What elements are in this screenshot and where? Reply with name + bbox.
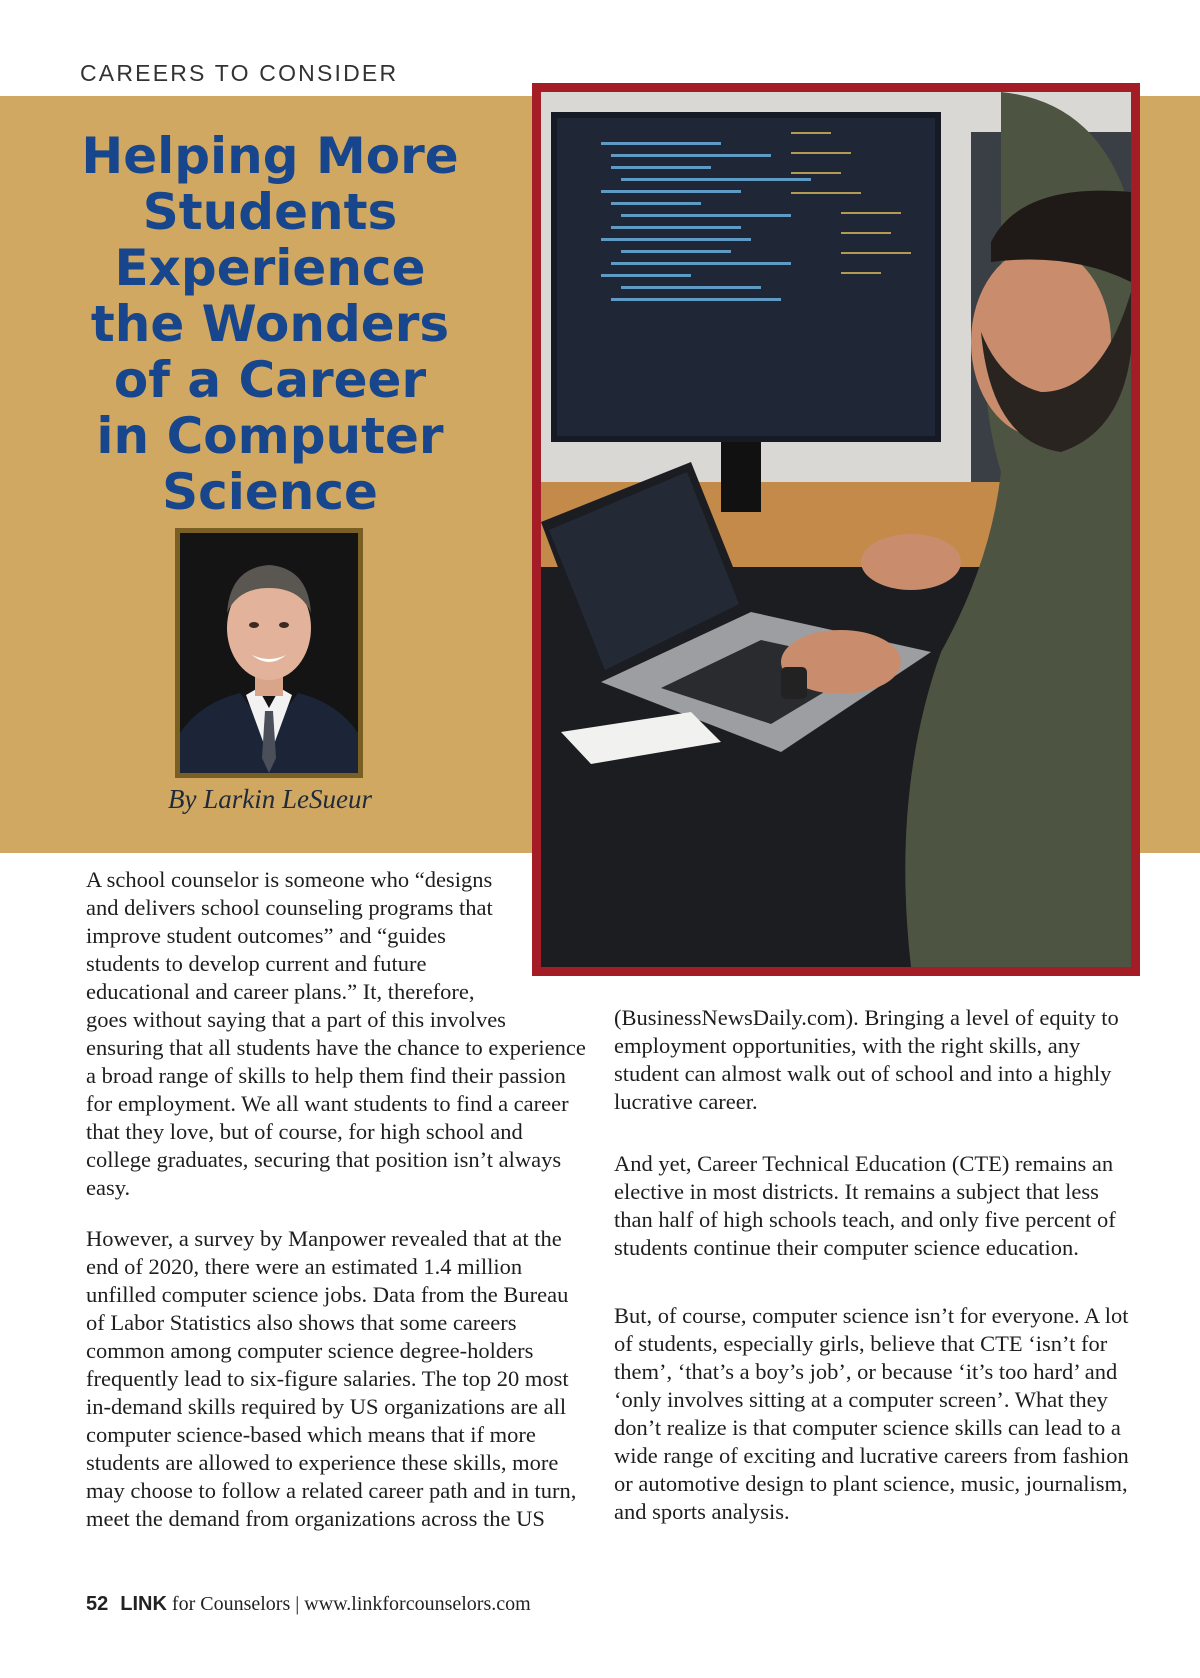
- hero-photo-frame: [532, 83, 1140, 976]
- headline-line: Students: [142, 183, 398, 241]
- headline-line: of a Career: [113, 351, 427, 409]
- headline-line: Experience: [114, 239, 426, 297]
- article-paragraph: However, a survey by Manpower revealed that at the end of 2020, there were an estimated 1.4 million unfilled computer science jobs. Data from the Bureau of Labor Statistics also shows that some careers common among computer science degree-holders frequently lead to six-figure salaries. The top 20 most in-demand skills required by US organizations are all computer science-based which means that if more students are allowed to experience these skills, more may choose to follow a related career path and in turn, meet the demand from organizations across the US: [86, 1226, 577, 1531]
- footer-brand: LINK: [120, 1593, 167, 1615]
- article-column-right: [614, 1004, 1134, 1526]
- author-photo-frame: [175, 528, 363, 778]
- author-headshot-photo: [180, 533, 358, 773]
- article-paragraph: goes without saying that a part of this involves ensuring that all students have the chance to experience a broad range of skills to help them find their passion for employment. We all want students to find a career that they love, but of course, for high school and college graduates, securing that position isn’t always easy.: [86, 1007, 586, 1200]
- article-paragraph: (BusinessNewsDaily.com). Bringing a level of equity to employment opportunities, with the right skills, any student can almost walk out of school and into a highly lucrative career.: [614, 1005, 1119, 1114]
- headline-line: in Computer: [96, 407, 444, 465]
- article-paragraph: A school counselor is someone who “designs and delivers school counseling programs that improve student outcomes” and “guides students to develop current and future educational and career plans.” It, therefore,: [86, 867, 493, 1004]
- article-headline: [60, 128, 480, 520]
- article-column-left-bottom: [86, 1225, 588, 1533]
- headline-line: Science: [162, 463, 378, 521]
- headline-line: the Wonders: [90, 295, 450, 353]
- page-footer: [86, 1593, 531, 1616]
- article-column-left-top: [86, 866, 516, 1006]
- footer-text: for Counselors | www.linkforcounselors.com: [166, 1593, 531, 1615]
- headline-line: Helping More: [81, 127, 459, 185]
- article-column-left-wide: [86, 1006, 588, 1202]
- programmer-at-computer-photo: [541, 92, 1131, 967]
- author-byline: By Larkin LeSueur: [168, 784, 372, 814]
- page-number: 52: [86, 1593, 109, 1615]
- article-paragraph: And yet, Career Technical Education (CTE) remains an elective in most districts. It remains a subject that less than half of high schools teach, and only five percent of students continue their computer science education.: [614, 1151, 1116, 1260]
- section-label: CAREERS TO CONSIDER: [80, 60, 399, 86]
- article-paragraph: But, of course, computer science isn’t for everyone. A lot of students, especially girls, believe that CTE ‘isn’t for them’, ‘that’s a boy’s job’, or because ‘it’s too hard’ and ‘only involves sitting at a computer screen’. What they don’t realize is that computer science skills can lead to a wide range of exciting and lucrative careers from fashion or automotive design to plant science, music, journalism, and sports analysis.: [614, 1303, 1129, 1524]
